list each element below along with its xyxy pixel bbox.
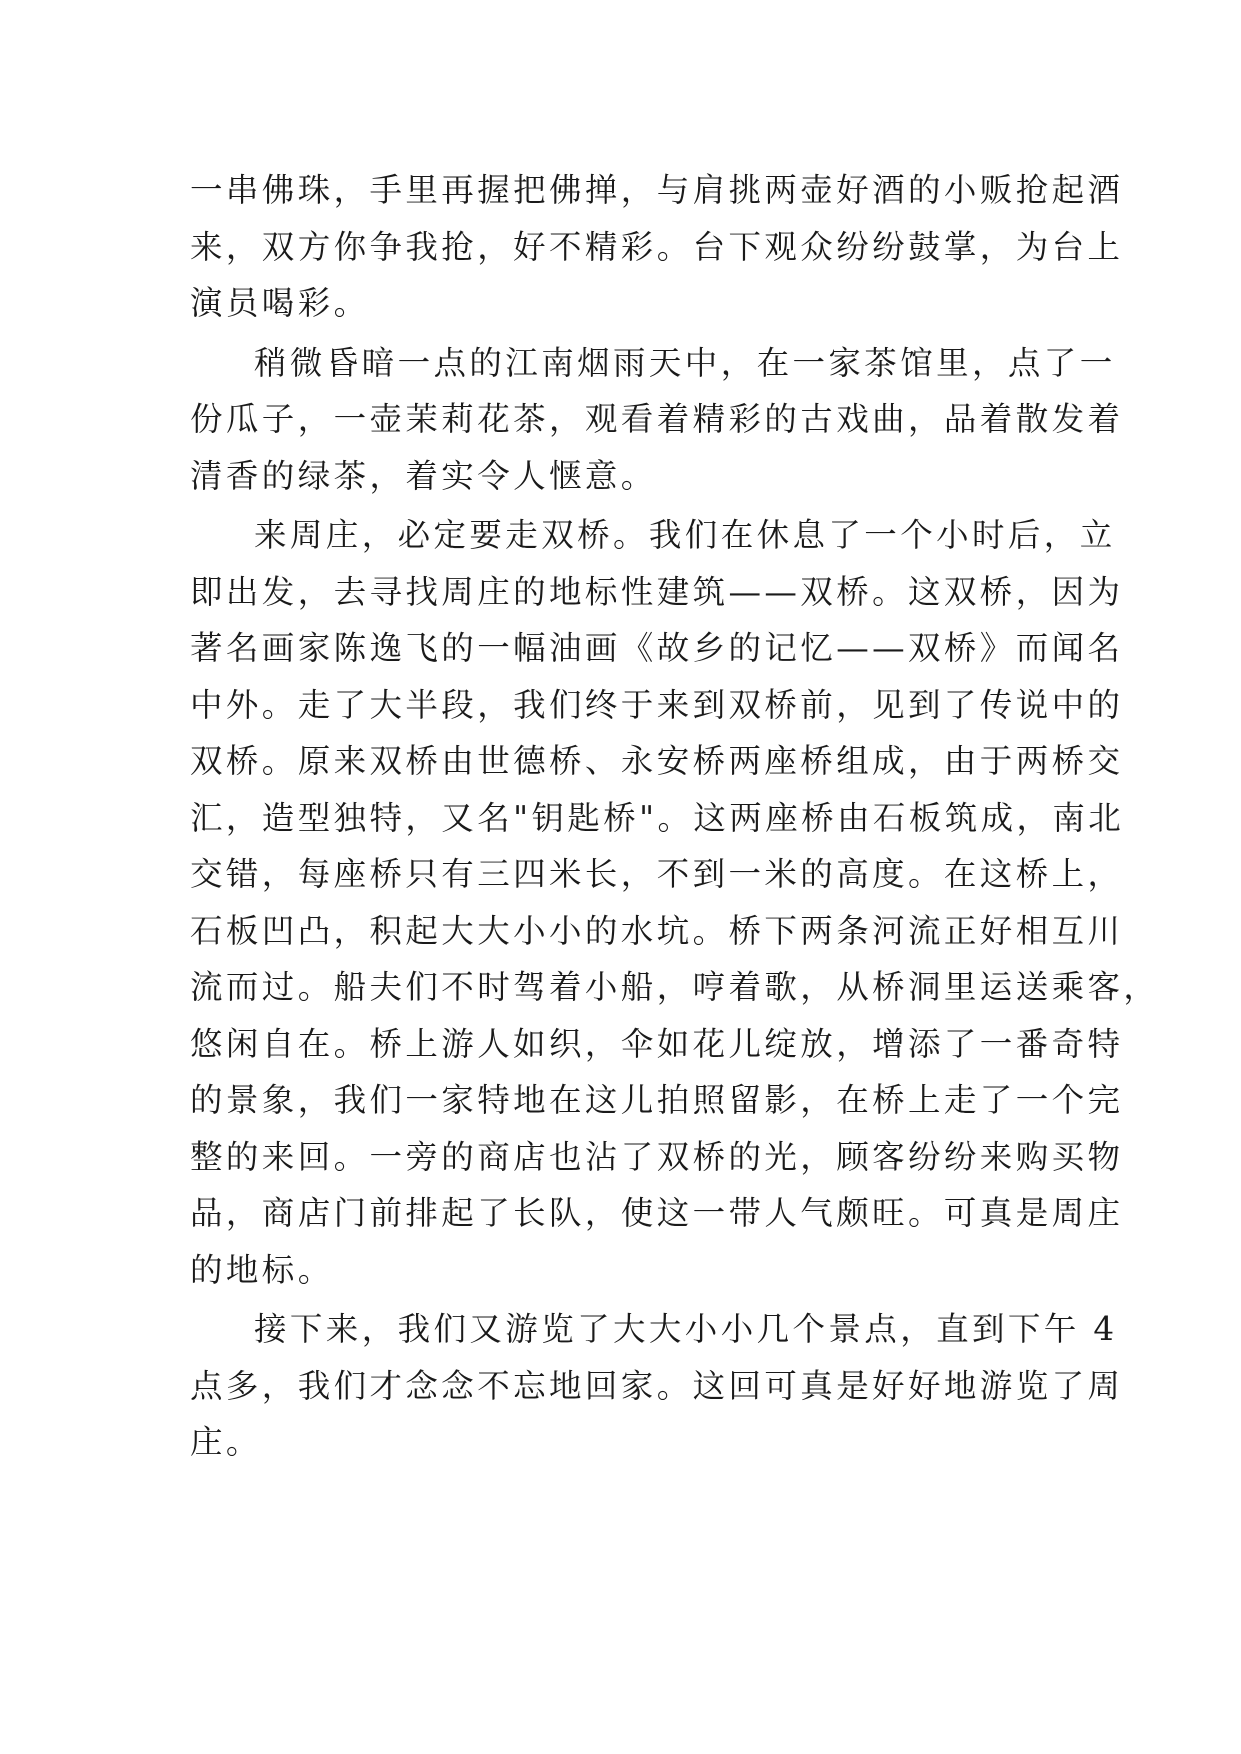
text-line: 一串佛珠，手里再握把佛掸，与肩挑两壶好酒的小贩抢起酒 <box>190 171 1124 209</box>
text-line: 交错，每座桥只有三四米长，不到一米的高度。在这桥上， <box>190 855 1124 893</box>
text-line: 份瓜子，一壶茉莉花茶，观看着精彩的古戏曲，品着散发着 <box>190 400 1124 438</box>
text-line: 来，双方你争我抢，好不精彩。台下观众纷纷鼓掌，为台上 <box>190 227 1124 266</box>
text-line: 石板凹凸，积起大大小小的水坑。桥下两条河流正好相互川 <box>190 911 1124 950</box>
text-line: 庄。 <box>190 1423 262 1461</box>
paragraph-first-line: 稍微昏暗一点的江南烟雨天中，在一家茶馆里，点了一 <box>254 343 1116 382</box>
text-line: 中外。走了大半段，我们终于来到双桥前，见到了传说中的 <box>190 685 1124 724</box>
text-line: 演员喝彩。 <box>190 284 370 322</box>
text-line: 悠闲自在。桥上游人如织，伞如花儿绽放，增添了一番奇特 <box>190 1024 1124 1063</box>
document-body <box>190 162 1160 1471</box>
text-line: 品，商店门前排起了长队，使这一带人气颇旺。可真是周庄 <box>190 1194 1124 1232</box>
text-line: 著名画家陈逸飞的一幅油画《故乡的记忆——双桥》而闻名 <box>190 629 1124 667</box>
text-line: 双桥。原来双桥由世德桥、永安桥两座桥组成，由于两桥交 <box>190 742 1124 780</box>
text-line: 整的来回。一旁的商店也沾了双桥的光，顾客纷纷来购买物 <box>190 1137 1124 1176</box>
text-line: 清香的绿茶，着实令人惬意。 <box>190 456 657 495</box>
text-line: 的地标。 <box>190 1250 334 1289</box>
paragraph-first-line: 来周庄，必定要走双桥。我们在休息了一个小时后，立 <box>254 516 1116 554</box>
text-line: 的景象，我们一家特地在这儿拍照留影，在桥上走了一个完 <box>190 1081 1124 1119</box>
text-line: 即出发，去寻找周庄的地标性建筑——双桥。这双桥，因为 <box>190 572 1124 611</box>
text-line: 流而过。船夫们不时驾着小船，哼着歌，从桥洞里运送乘客， <box>190 968 1160 1006</box>
paragraph-first-line: 接下来，我们又游览了大大小小几个景点，直到下午 4 <box>254 1310 1118 1348</box>
text-line: 点多，我们才念念不忘地回家。这回可真是好好地游览了周 <box>190 1366 1124 1405</box>
text-line: 汇，造型独特，又名"钥匙桥"。这两座桥由石板筑成，南北 <box>190 798 1125 837</box>
